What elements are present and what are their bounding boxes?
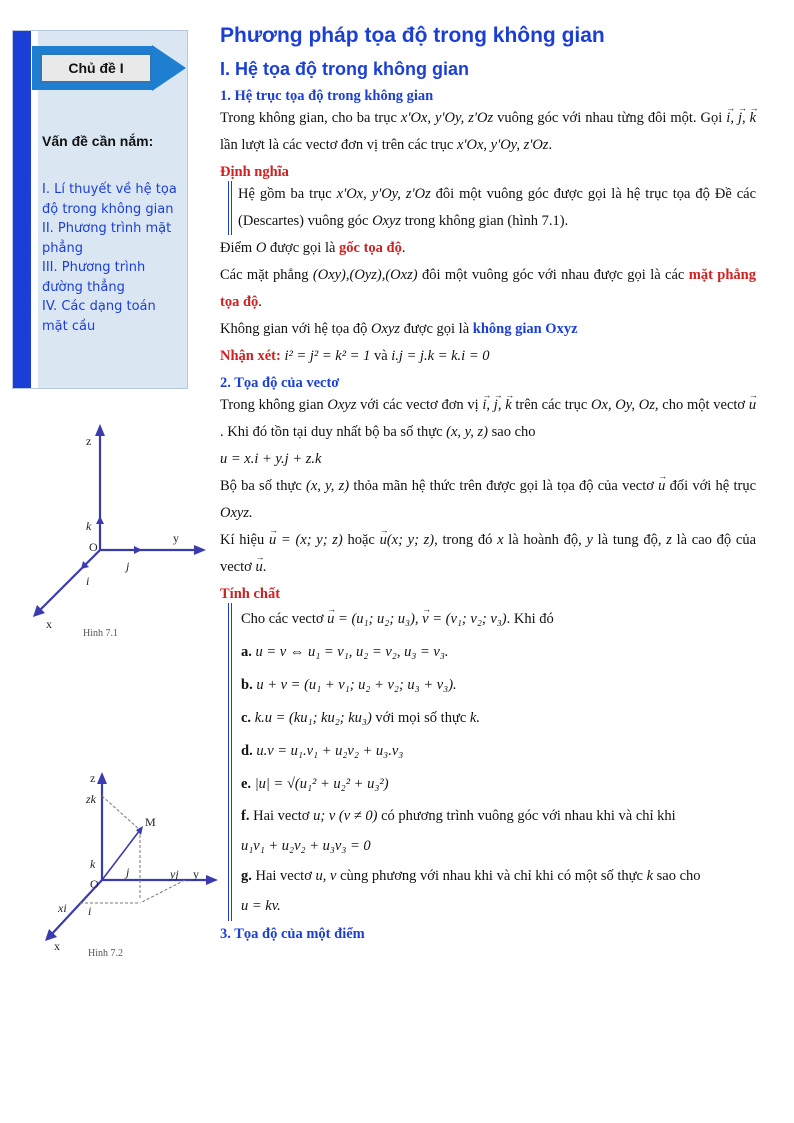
subsection-heading-3: 3. Tọa độ của một điểm xyxy=(220,926,365,942)
paragraph-origin: Điểm O được gọi là gốc tọa độ. xyxy=(220,240,406,256)
projection-line xyxy=(140,880,185,903)
fig1-label-o: O xyxy=(89,540,98,554)
fig1-label-z: z xyxy=(86,434,92,448)
fig2-label-j: j xyxy=(126,865,130,879)
paragraph-intro: Trong không gian, cho ba trục x'Ox, y'Oy, z'Oz vuông góc với nhau từng đôi một. Gọi → i, → j, → k lần lượt là các vectơ đơn vị trên các trục x'Ox, y'Oy, z'Oz. xyxy=(220,105,756,159)
y-arrowhead xyxy=(206,875,218,885)
z-arrowhead xyxy=(97,772,107,784)
property-f: f. Hai vectơ u; v (v ≠ 0) có phương trình vuông góc với nhau khi và chỉ khi u₁v₁ + u₂v₂ + u₃v₃ = 0 xyxy=(241,808,676,854)
vector-decomposition: u = x.i + y.j + z.k xyxy=(220,451,322,467)
paragraph-vector-intro: Trong không gian Oxyz với các vectơ đơn vị → i, → j, → k trên các trục Ox, Oy, Oz, cho một vectơ → u. Khi đó tồn tại duy nhất bộ ba số thực (x, y, z) sao cho xyxy=(220,392,756,446)
property-b: b. u + v = (u₁ + v₁; u₂ + v₂; u₃ + v₃). xyxy=(241,677,457,693)
fig2-label-o: O xyxy=(90,877,99,891)
fig1-label-k: k xyxy=(86,519,92,533)
z-arrowhead xyxy=(95,424,105,436)
k-arrowhead xyxy=(96,516,104,524)
paragraph-planes: Các mặt phẳng (Oxy),(Oyz),(Oxz) đôi một vuông góc với nhau được gọi là các mặt phẳng tọa độ. xyxy=(220,267,756,310)
fig2-label-z: z xyxy=(90,771,96,785)
j-arrowhead xyxy=(134,546,142,554)
properties-label: Tính chất xyxy=(220,586,281,602)
om-vector xyxy=(102,830,140,880)
fig2-label-m: M xyxy=(145,815,156,829)
sidebar-heading: Vấn đề cần nắm: xyxy=(42,133,154,149)
fig2-label-i: i xyxy=(88,904,92,918)
definition-box: Hệ gồm ba trục x'Ox, y'Oy, z'Oz đôi một vuông góc được gọi là hệ trục tọa độ Đề các (Descartes) vuông góc Oxyz trong không gian (hình 7.1). xyxy=(228,181,756,235)
main-content xyxy=(220,24,756,943)
paragraph-remark: Nhận xét: i² = j² = k² = 1 và i.j = j.k = k.i = 0 xyxy=(220,348,490,364)
sidebar-item-plane[interactable]: II. Phương trình mặt phẳng xyxy=(42,221,172,256)
fig2-caption: Hình 7.2 xyxy=(88,948,123,959)
paragraph-notation: Kí hiệu → u = (x; y; z) hoặc → u(x; y; z), trong đó x là hoành độ, y là tung độ, z là cao độ của vectơ → u. xyxy=(220,527,756,581)
sidebar-item-line[interactable]: III. Phương trình đường thẳng xyxy=(42,260,146,295)
section-heading: I. Hệ tọa độ trong không gian xyxy=(220,59,469,79)
page-title: Phương pháp tọa độ trong không gian xyxy=(220,24,605,47)
property-c: c. k.u = (ku₁; ku₂; ku₃) với mọi số thực k. xyxy=(241,710,480,726)
paragraph-vector-coords: Bộ ba số thực (x, y, z) thỏa mãn hệ thức trên được gọi là tọa độ của vectơ → u đối với hệ trục Oxyz. xyxy=(220,473,756,527)
fig1-label-x: x xyxy=(46,617,52,631)
sidebar-item-theory[interactable]: I. Lí thuyết về hệ tọa độ trong không gian xyxy=(42,182,177,217)
property-d: d. u.v = u₁.v₁ + u₂v₂ + u₃.v₃ xyxy=(241,743,404,759)
fig2-label-y: y xyxy=(193,867,199,881)
fig1-caption: Hình 7.1 xyxy=(83,628,118,639)
fig2-label-yj: yj xyxy=(170,867,179,881)
definition-label: Định nghĩa xyxy=(220,164,289,180)
property-e: e. |u| = √(u₁² + u₂² + u₃²) xyxy=(241,776,389,792)
subsection-heading-1: 1. Hệ trục tọa độ trong không gian xyxy=(220,88,434,104)
fig2-label-zk: zk xyxy=(86,792,96,806)
sidebar-accent-strip xyxy=(13,31,31,388)
fig2-label-x: x xyxy=(54,939,60,953)
fig2-label-xi: xi xyxy=(58,901,67,915)
fig2-label-k: k xyxy=(90,857,96,871)
y-arrowhead xyxy=(194,545,206,555)
paragraph-space: Không gian với hệ tọa độ Oxyz được gọi là không gian Oxyz xyxy=(220,321,578,337)
subsection-heading-2: 2. Tọa độ của vectơ xyxy=(220,375,340,391)
figure-7-2 xyxy=(40,768,220,968)
figure-7-1 xyxy=(28,420,208,640)
projection-line xyxy=(102,796,140,830)
properties-box xyxy=(228,603,756,921)
topic-label: Chủ đề I xyxy=(40,53,152,83)
topic-ribbon-arrow xyxy=(152,45,186,91)
sidebar-item-sphere[interactable]: IV. Các dạng toán mặt cầu xyxy=(42,299,156,334)
fig1-label-y: y xyxy=(173,531,179,545)
property-g: g. Hai vectơ u, v cùng phương với nhau khi và chỉ khi có một số thực k sao cho u = kv. xyxy=(241,868,701,914)
property-a: a. u = v ⇔ u₁ = v₁, u₂ = v₂, u₃ = v₃. xyxy=(241,644,449,660)
fig1-label-i: i xyxy=(86,574,90,588)
properties-intro: Cho các vectơ → u = (u₁; u₂; u₃), → v = (v₁; v₂; v₃). Khi đó xyxy=(241,603,756,636)
fig1-label-j: j xyxy=(126,559,130,573)
sidebar-topic-list xyxy=(42,180,182,336)
